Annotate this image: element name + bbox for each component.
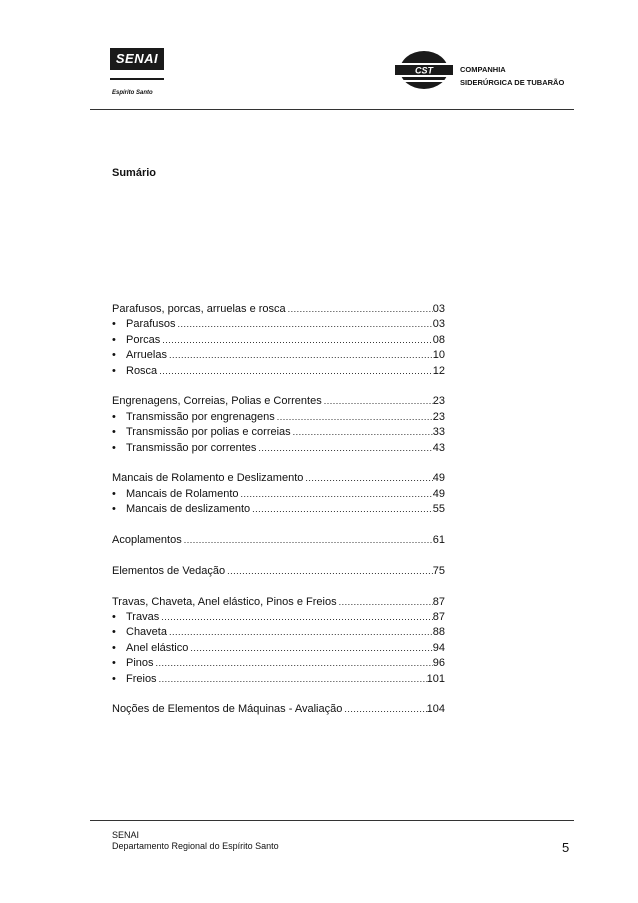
toc-entry-text: Pinos (126, 657, 154, 670)
toc-item (112, 333, 445, 348)
dot-leader (239, 487, 433, 502)
toc-page-number: 03 (432, 303, 445, 315)
bullet-icon: • (112, 426, 116, 439)
toc-page-number: 12 (432, 364, 445, 377)
bullet-icon: • (112, 410, 116, 423)
toc-group (112, 394, 445, 456)
toc-page-number: 87 (432, 595, 445, 608)
toc-group (112, 533, 445, 548)
footer-org (112, 830, 279, 852)
page-number: 5 (562, 840, 570, 855)
toc-item (112, 348, 445, 363)
dot-leader (337, 595, 433, 610)
toc-entry-text: Travas (126, 611, 160, 624)
bullet-icon: • (112, 364, 116, 377)
toc-entry-text: Mancais de Rolamento (126, 487, 239, 500)
dot-leader (182, 533, 433, 548)
cst-logo-text: CST (415, 65, 433, 76)
dot-leader (250, 502, 433, 517)
bullet-icon: • (112, 626, 116, 639)
dot-leader (342, 702, 426, 717)
page-title: Sumário (112, 167, 157, 179)
dot-leader (167, 348, 433, 363)
toc-page-number: 87 (432, 611, 445, 624)
toc-heading (112, 702, 445, 717)
bullet-icon: • (112, 441, 116, 454)
toc-group (112, 564, 445, 579)
bullet-icon: • (112, 657, 116, 670)
dot-leader (157, 672, 427, 687)
footer-department: Departamento Regional do Espírito Santo (112, 841, 279, 851)
bullet-icon: • (112, 611, 116, 624)
bullet-icon: • (112, 487, 116, 500)
toc-page-number: 49 (432, 472, 445, 485)
bullet-icon: • (112, 349, 116, 362)
dot-leader (286, 302, 433, 317)
toc-page-number: 43 (432, 441, 445, 454)
toc-entry-text: Arruelas (126, 349, 167, 362)
toc-item (112, 410, 445, 425)
toc-entry-text: Engrenagens, Correias, Polias e Correntes (112, 395, 322, 408)
toc-item (112, 441, 445, 456)
senai-logo-underline (110, 72, 164, 80)
toc-entry-text: Acoplamentos (112, 534, 182, 547)
dot-leader (176, 317, 433, 332)
toc-page-number: 10 (432, 349, 445, 362)
bullet-icon: • (112, 503, 116, 516)
toc-entry-text: Transmissão por correntes (126, 441, 257, 454)
toc-heading (112, 302, 445, 317)
toc-page-number: 94 (432, 641, 445, 654)
senai-logo-text: SENAI (110, 48, 164, 70)
toc-entry-text: Parafusos (126, 318, 176, 331)
bullet-icon: • (112, 641, 116, 654)
toc-item (112, 317, 445, 332)
toc-entry-text: Rosca (126, 364, 158, 377)
toc-group (112, 702, 445, 717)
toc-entry-text: Travas, Chaveta, Anel elástico, Pinos e Freios (112, 595, 337, 608)
dot-leader (154, 656, 433, 671)
toc-page-number: 33 (432, 426, 445, 439)
toc-entry-text: Mancais de Rolamento e Deslizamento (112, 472, 304, 485)
toc-page-number: 101 (426, 672, 445, 685)
toc-page-number: 75 (432, 564, 445, 577)
toc-page-number: 03 (432, 318, 445, 331)
toc-entry-text: Mancais de deslizamento (126, 503, 251, 516)
toc-item (112, 425, 445, 440)
toc-item (112, 625, 445, 640)
dot-leader (275, 410, 433, 425)
toc-heading (112, 394, 445, 409)
dot-leader (303, 471, 432, 486)
dot-leader (256, 441, 432, 456)
toc-entry-text: Noções de Elementos de Máquinas - Avaliação (112, 703, 343, 716)
toc-page-number: 61 (432, 534, 445, 547)
toc-entry-text: Elementos de Vedação (112, 564, 226, 577)
toc-entry-text: Anel elástico (126, 641, 189, 654)
toc-item (112, 672, 445, 687)
toc-entry-text: Parafusos, porcas, arruelas e rosca (112, 303, 286, 315)
dot-leader (322, 394, 433, 409)
company-name (460, 63, 564, 89)
toc-entry-text: Chaveta (126, 626, 167, 639)
table-of-contents (112, 302, 445, 733)
dot-leader (157, 364, 433, 379)
footer-rule (90, 820, 574, 821)
toc-page-number: 88 (432, 626, 445, 639)
toc-heading (112, 471, 445, 486)
footer-org-name: SENAI (112, 830, 140, 840)
dot-leader (188, 641, 432, 656)
toc-item (112, 364, 445, 379)
toc-entry-text: Transmissão por polias e correias (126, 426, 291, 439)
toc-page-number: 23 (432, 410, 445, 423)
cst-logo (393, 50, 455, 90)
toc-page-number: 55 (432, 503, 445, 516)
senai-subtitle: Espírito Santo (112, 90, 153, 96)
toc-entry-text: Transmissão por engrenagens (126, 410, 275, 423)
toc-item (112, 610, 445, 625)
toc-page-number: 23 (432, 395, 445, 408)
dot-leader (291, 425, 433, 440)
toc-page-number: 08 (432, 333, 445, 346)
toc-entry-text: Porcas (126, 333, 161, 346)
company-line-1: COMPANHIA (460, 65, 506, 74)
toc-item (112, 641, 445, 656)
senai-logo (110, 48, 164, 80)
toc-page-number: 49 (432, 487, 445, 500)
header-rule (90, 109, 574, 110)
dot-leader (159, 610, 433, 625)
toc-heading (112, 533, 445, 548)
toc-entry-text: Freios (126, 672, 157, 685)
toc-group (112, 302, 445, 379)
bullet-icon: • (112, 333, 116, 346)
toc-item (112, 656, 445, 671)
dot-leader (160, 333, 433, 348)
toc-item (112, 487, 445, 502)
toc-item (112, 502, 445, 517)
dot-leader (167, 625, 433, 640)
toc-heading (112, 564, 445, 579)
toc-group (112, 471, 445, 517)
toc-page-number: 104 (426, 703, 445, 716)
company-line-2: SIDERÚRGICA DE TUBARÃO (460, 78, 565, 87)
bullet-icon: • (112, 318, 116, 331)
dot-leader (225, 564, 433, 579)
toc-heading (112, 595, 445, 610)
toc-page-number: 96 (432, 657, 445, 670)
bullet-icon: • (112, 672, 116, 685)
toc-group (112, 595, 445, 687)
